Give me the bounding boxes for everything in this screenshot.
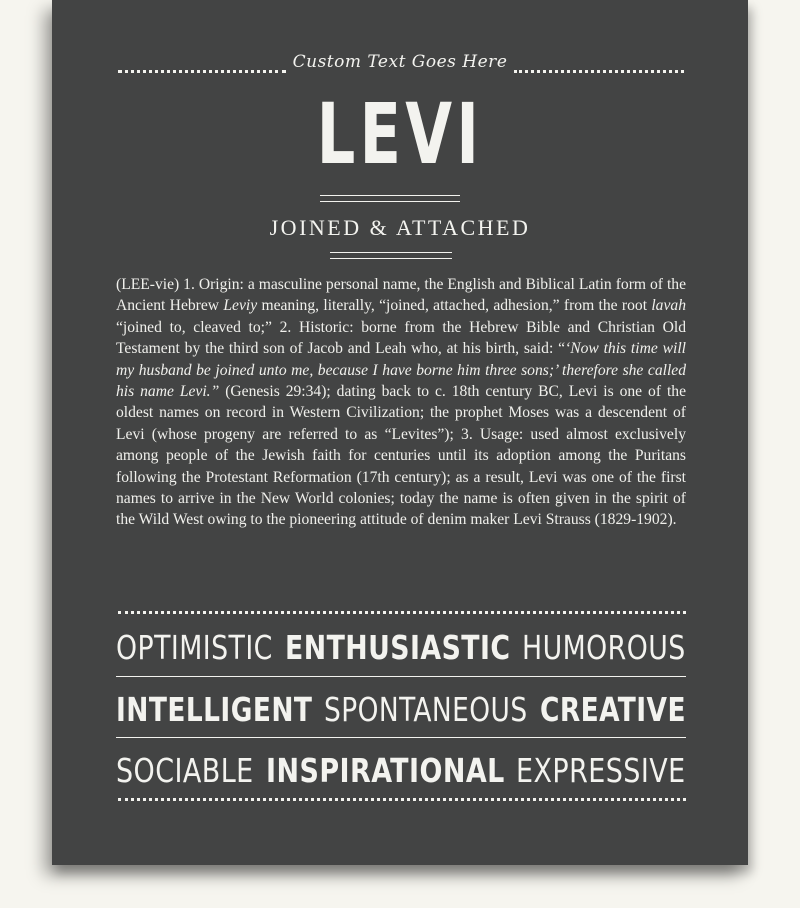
trait-row-2 xyxy=(116,687,686,731)
name-meaning: JOINED & ATTACHED xyxy=(269,215,531,240)
dotted-divider-traits-bottom xyxy=(118,798,686,801)
description-text-3: “joined to, cleaved to;” 2. Historic: borne from the Hebrew Bible and Christian Old Testament by the third son of Jacob and Leah who, at his birth, said: “ xyxy=(116,318,686,358)
trait-word: SOCIABLE xyxy=(116,750,254,790)
name-poster xyxy=(52,0,748,865)
description-italic-3: ‘Now this time will my husband be joined unto me, because I have borne him three sons;’ therefore she called his name Levi.” xyxy=(116,340,686,401)
rule-lower xyxy=(330,252,452,253)
trait-row-1 xyxy=(116,625,686,669)
name-title: LEVI xyxy=(316,85,484,183)
trait-word: HUMOROUS xyxy=(522,627,687,667)
trait-word: CREATIVE xyxy=(540,689,687,729)
rule-lower-2 xyxy=(330,258,452,259)
rule-upper xyxy=(320,195,460,196)
name-description xyxy=(116,274,686,531)
rule-upper-2 xyxy=(320,201,460,202)
trait-word: OPTIMISTIC xyxy=(116,627,273,667)
dotted-divider-traits-top xyxy=(118,611,686,614)
description-text-4: (Genesis 29:34); dating back to c. 18th century BC, Levi is one of the oldest names on record in Western Civilization; the prophet Moses was a descendent of Levi (whose progeny are referred to as “Levites”); 3. Usage: used almost exclusively among people of the Jewish faith for centuries until its adoption among the Puritans following the Protestant Reformation (17th century); as a result, Levi was one of the first names to arrive in the New World colonies; today the name is often given in the spirit of the Wild West owing to the pioneering attitude of denim maker Levi Strauss (1829-1902). xyxy=(116,383,686,529)
trait-word: ENTHUSIASTIC xyxy=(284,627,511,667)
custom-text: Custom Text Goes Here xyxy=(292,52,508,72)
description-italic-1: Leviy xyxy=(223,297,258,315)
trait-row-3 xyxy=(116,748,686,792)
trait-word: INTELLIGENT xyxy=(116,689,313,729)
trait-word: INSPIRATIONAL xyxy=(265,750,505,790)
description-text-1: (LEE-vie) 1. Origin: a masculine personal name, the English and Biblical Latin form of the Ancient Hebrew xyxy=(116,276,686,315)
trait-word: EXPRESSIVE xyxy=(516,750,687,790)
description-italic-2: lavah xyxy=(651,297,686,315)
trait-divider-2 xyxy=(116,737,686,738)
trait-word: SPONTANEOUS xyxy=(324,689,529,729)
description-text-2: meaning, literally, “joined, attached, adhesion,” from the root xyxy=(257,297,652,315)
trait-divider-1 xyxy=(116,676,686,677)
